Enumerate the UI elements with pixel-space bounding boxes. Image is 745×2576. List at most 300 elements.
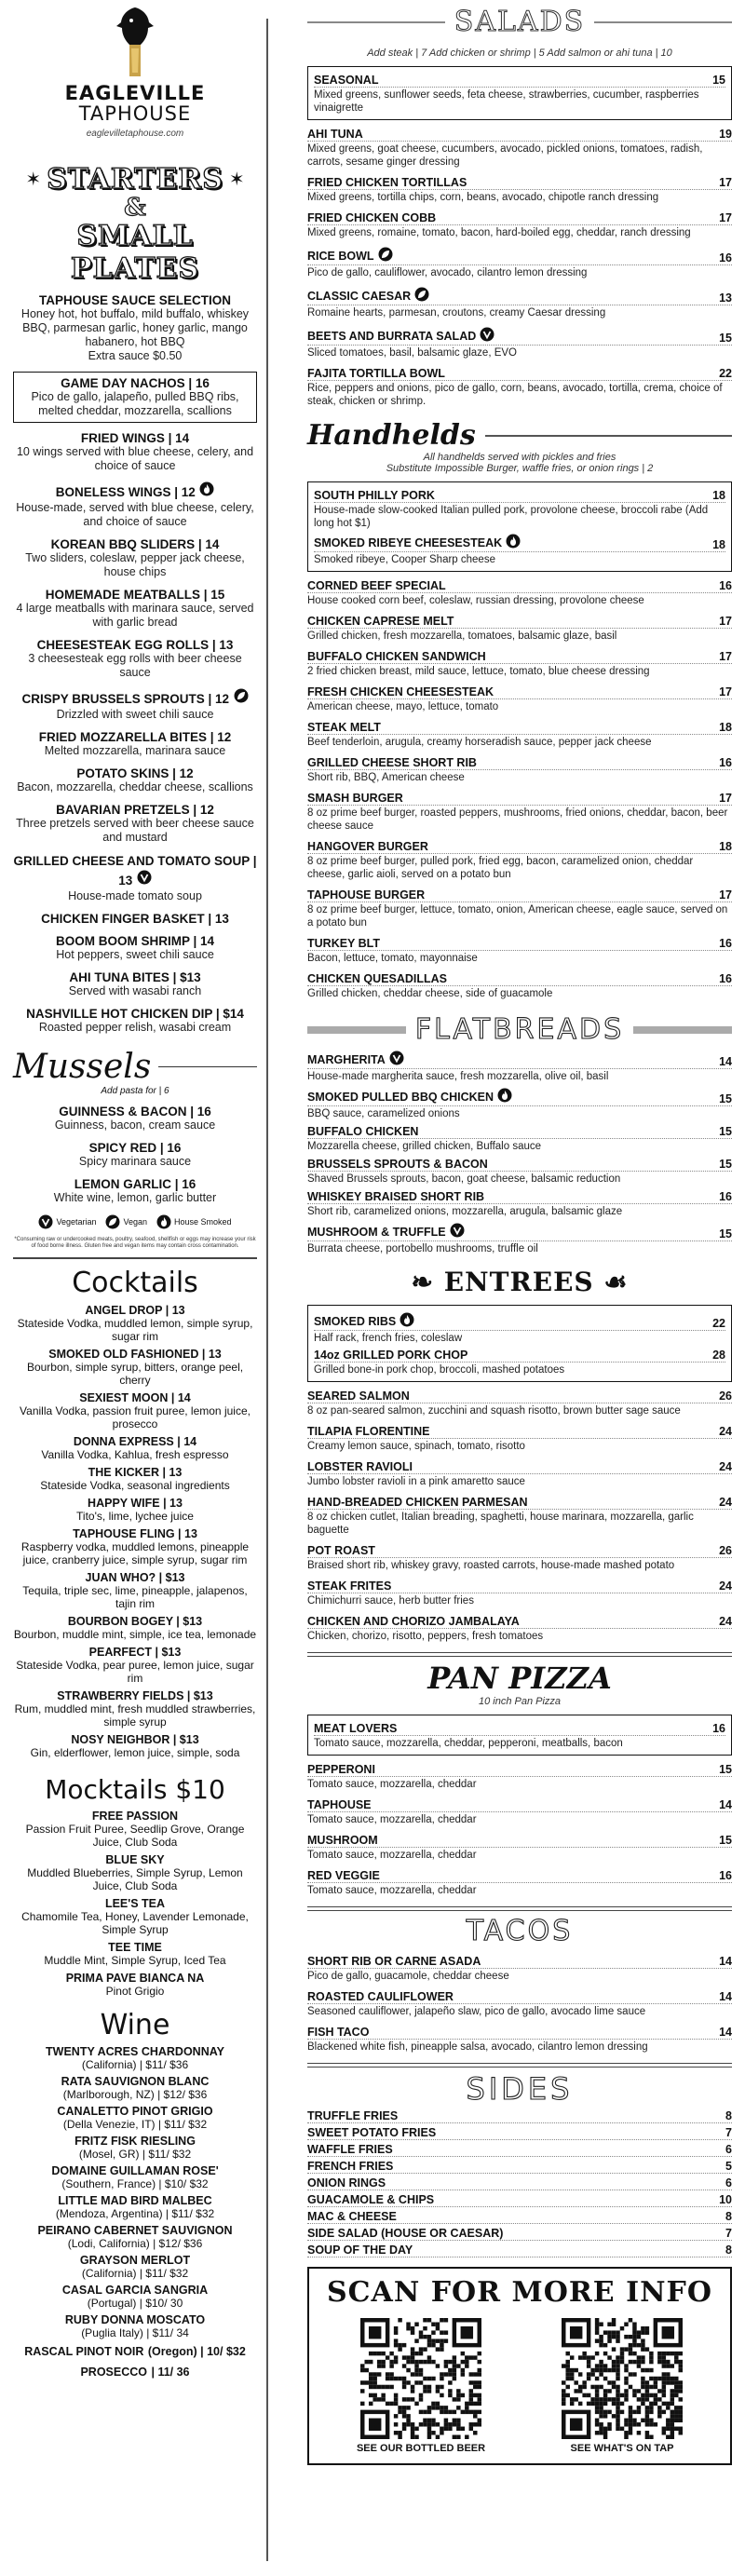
item-row [307, 2026, 732, 2040]
menu-item [13, 537, 257, 579]
item-name-text: SWEET POTATO FRIES [307, 2126, 437, 2139]
item-row [307, 685, 732, 699]
flatbreads-list [307, 1051, 732, 1255]
item-name-text: TAPHOUSE [307, 1798, 372, 1811]
menu-item [307, 176, 732, 204]
item-name: DONNA EXPRESS | 14 [73, 1435, 197, 1448]
item-price: 10 [719, 2193, 732, 2206]
item-name-text: ROASTED CAULIFLOWER [307, 1990, 454, 2003]
qr-bottled[interactable] [357, 2318, 485, 2454]
item-name-text: SHORT RIB OR CARNE ASADA [307, 1955, 481, 1968]
menu-item [13, 588, 257, 630]
item-name-text: AHI TUNA [307, 128, 363, 141]
item-row [307, 792, 732, 806]
diet-icon-wrap [414, 287, 429, 305]
item-name [307, 2160, 393, 2173]
wine-origin-price: (Mendoza, Argentina) | $11/ $32 [55, 2207, 215, 2220]
item-row [307, 650, 732, 664]
item-name: POTATO SKINS | 12 [76, 766, 194, 780]
item-desc: Rum, muddled mint, fresh muddled strawberries, simple syrup [14, 1702, 256, 1729]
section-rule [307, 2063, 732, 2068]
item-desc: BBQ sauce, caramelized onions [307, 1108, 460, 1119]
item-name: AHI TUNA BITES | $13 [69, 970, 201, 984]
wine-origin-price: (Portugal) | $10/ 30 [87, 2297, 183, 2310]
item-name [307, 1390, 410, 1403]
wine-item [13, 2343, 257, 2360]
item-name: LEE'S TEA [104, 1897, 166, 1910]
item-row [307, 1496, 732, 1510]
menu-item [307, 2026, 732, 2054]
diet-icon-wrap [196, 484, 214, 500]
item-name-text: TRUFFLE FRIES [307, 2109, 399, 2122]
menu-item [307, 2227, 732, 2241]
starters-list [13, 293, 257, 1035]
item-desc: Stateside Vodka, pear puree, lemon juice, sugar rim [16, 1659, 254, 1685]
menu-item [13, 766, 257, 794]
item-name [307, 1615, 520, 1628]
item-price: 15 [719, 1834, 732, 1847]
item-desc: Muddled Blueberries, Simple Syrup, Lemon Juice, Club Soda [27, 1866, 243, 1892]
item-name-text: FISH TACO [307, 2026, 370, 2039]
item-name [307, 1425, 429, 1438]
menu-item [314, 534, 725, 566]
heading-bar [633, 1026, 732, 1034]
menu-item [307, 650, 732, 678]
item-row [307, 2109, 732, 2123]
item-row [307, 972, 732, 986]
menu-item [307, 2126, 732, 2140]
item-row [307, 1158, 732, 1172]
item-row [307, 2143, 732, 2157]
item-name [307, 1990, 454, 2003]
item-price: 5 [725, 2160, 732, 2173]
qr-on-tap[interactable] [562, 2318, 683, 2454]
diet-icon-wrap [229, 691, 248, 707]
item-name-text: MUSHROOM [307, 1834, 378, 1847]
menu-item [13, 853, 257, 903]
item-desc: Raspberry vodka, muddled lemons, pineapple juice, cranberry juice, simple syrup, sugar rim [20, 1540, 250, 1566]
item-desc: Spicy marinara sauce [78, 1155, 192, 1168]
wine-name: PROSECCO [80, 2366, 148, 2379]
menu-item [307, 327, 732, 359]
menu-item [13, 1177, 257, 1205]
menu-item [13, 970, 257, 998]
wine-item [13, 2254, 257, 2280]
entrees-title: ENTREES [443, 1267, 594, 1297]
item-price: 18 [712, 538, 725, 551]
item-name-text: RICE BOWL [307, 249, 374, 263]
item-name: PEARFECT | $13 [88, 1646, 182, 1659]
handhelds-list [307, 579, 732, 1000]
item-desc: Seasoned cauliflower, jalapeño slaw, pico de gallo, avocado lime sauce [307, 2006, 646, 2017]
item-desc: Hot peppers, sweet chili sauce [56, 948, 214, 961]
item-desc: 10 wings served with blue cheese, celery, and choice of sauce [16, 445, 254, 472]
brand-name-line2: TAPHOUSE [78, 102, 192, 125]
item-name-text: CHICKEN CAPRESE MELT [307, 615, 454, 628]
item-desc: Tito's, lime, lychee juice [76, 1510, 194, 1523]
wine-name: LITTLE MAD BIRD MALBEC [58, 2194, 212, 2207]
item-name-text: MAC & CHEESE [307, 2210, 397, 2223]
menu-item [13, 431, 257, 473]
legend-vegan: Vegan [105, 1214, 147, 1229]
menu-item [307, 1763, 732, 1791]
item-name: BLUE SKY [105, 1853, 165, 1866]
item-desc: Stateside Vodka, muddled lemon, simple syrup, sugar rim [17, 1317, 253, 1343]
flourish-left-icon: ❧ [411, 1267, 434, 1297]
item-name [307, 756, 477, 769]
item-desc: Tomato sauce, mozzarella, cheddar [307, 1885, 477, 1896]
menu-item [13, 1941, 257, 1967]
section-rule [307, 1652, 732, 1657]
item-name [307, 2176, 386, 2190]
entrees-list [307, 1390, 732, 1643]
eagle-logo-icon [109, 6, 161, 78]
item-desc: House-made, served with blue cheese, celery, and choice of sauce [16, 501, 254, 528]
wine-origin-price: (Lodi, California) | $12/ $36 [67, 2237, 203, 2250]
item-desc: Beef tenderloin, arugula, creamy horseradish sauce, pepper jack cheese [307, 737, 652, 748]
pizza-list [307, 1763, 732, 1897]
star-icon: ✶ [25, 169, 42, 190]
item-price: 22 [719, 367, 732, 380]
item-desc: 8 oz chicken cutlet, Italian breading, spaghetti, house marinara, mozzarella, garlic baguette [307, 1512, 694, 1536]
menu-item [13, 803, 257, 845]
qr-on-tap-label: SEE WHAT'S ON TAP [570, 2443, 674, 2454]
vegan-leaf-icon [378, 247, 393, 262]
item-price: 7 [725, 2126, 732, 2139]
qr-code-icon[interactable] [562, 2318, 683, 2439]
item-price: 7 [725, 2227, 732, 2240]
item-name [307, 2109, 398, 2122]
handhelds-note1: All handhelds served with pickles and fries [423, 452, 616, 463]
item-desc: House cooked corn beef, coleslaw, russian dressing, provolone cheese [307, 595, 644, 606]
item-name [314, 1722, 397, 1735]
menu-item [307, 2109, 732, 2123]
item-desc: Tomato sauce, mozzarella, cheddar [307, 1850, 477, 1861]
wine-list [13, 2045, 257, 2380]
item-desc: Chimichurri sauce, herb butter fries [307, 1595, 474, 1607]
item-name: FRIED WINGS | 14 [80, 431, 190, 445]
item-desc: 8 oz prime beef burger, pulled pork, fried egg, bacon, caramelized onion, cheddar cheese, garlic aioli, served on a potato bun [307, 856, 694, 880]
item-price: 16 [719, 1190, 732, 1203]
item-name [307, 1460, 413, 1473]
item-price: 14 [719, 1955, 732, 1968]
wine-name: RUBY DONNA MOSCATO [64, 2313, 206, 2326]
menu-item [13, 730, 257, 758]
menu-item [307, 2176, 732, 2190]
item-price: 26 [719, 1390, 732, 1403]
item-name [307, 615, 454, 628]
item-price: 8 [725, 2210, 732, 2223]
item-row [307, 579, 732, 593]
menu-item [13, 688, 257, 722]
item-desc: Mixed greens, romaine, tomato, bacon, hard-boiled egg, cheddar, ranch dressing [307, 227, 691, 238]
wine-name: RASCAL PINOT NOIR [24, 2345, 144, 2358]
item-desc: Tomato sauce, mozzarella, cheddar [307, 1814, 477, 1825]
wine-item [13, 2045, 257, 2071]
item-name-text: BUFFALO CHICKEN [307, 1125, 419, 1138]
wine-item [13, 2364, 257, 2380]
item-desc: Muddle Mint, Simple Syrup, Iced Tea [44, 1954, 226, 1967]
item-name-text: 14oz GRILLED PORK CHOP [314, 1349, 468, 1362]
wine-name: CASAL GARCIA SANGRIA [61, 2284, 209, 2297]
qr-code-icon[interactable] [360, 2318, 481, 2439]
item-row [307, 2227, 732, 2241]
diet-icon-wrap [400, 1312, 414, 1330]
item-name-text: CORNED BEEF SPECIAL [307, 579, 446, 592]
item-name [307, 888, 425, 902]
menu-item [307, 367, 732, 408]
menu-item [13, 1141, 257, 1169]
entrees-featured-box [307, 1305, 732, 1382]
diet-icon-wrap [506, 534, 521, 551]
item-desc: 3 cheesesteak egg rolls with beer cheese sauce [28, 652, 242, 679]
item-name [307, 579, 446, 592]
item-desc: House-made margherita sauce, fresh mozzarella, olive oil, basil [307, 1071, 609, 1082]
item-row [314, 489, 725, 503]
menu-item [307, 1834, 732, 1862]
item-name-text: STEAK FRITES [307, 1579, 392, 1593]
item-desc: Half rack, french fries, coleslaw [314, 1333, 463, 1344]
menu-item [307, 1088, 732, 1120]
item-desc: American cheese, mayo, lettuce, tomato [307, 701, 499, 712]
item-name: CHEESESTEAK EGG ROLLS | 13 [36, 638, 234, 652]
scan-box [307, 2267, 732, 2465]
raw-food-disclaimer: *Consuming raw or undercooked meats, poultry, seafood, shellfish or eggs may increase your risk of food borne illness. Gluten free and vegan items may contain cross contamination. [14, 1237, 256, 1249]
item-name [307, 2227, 503, 2240]
item-row [307, 2193, 732, 2207]
section-rule [13, 1257, 257, 1259]
item-name [307, 1051, 404, 1068]
item-name-text: BRUSSELS SPROUTS & BACON [307, 1158, 488, 1171]
flatbreads-title: FLATBREADS [414, 1013, 625, 1046]
item-desc: Rice, peppers and onions, pico de gallo, corn, beans, avocado, tortilla, crema, choice of steak, chicken or shrimp. [307, 383, 723, 407]
item-name [307, 1579, 391, 1593]
wine-item [13, 2105, 257, 2131]
item-desc: Drizzled with sweet chili sauce [56, 708, 214, 721]
item-name: NASHVILLE HOT CHICKEN DIP | $14 [26, 1007, 244, 1021]
item-desc: Burrata cheese, portobello mushrooms, truffle oil [307, 1243, 538, 1254]
item-price: 15 [719, 1158, 732, 1171]
wine-name: DOMAINE GUILLAMAN ROSE' [51, 2164, 219, 2177]
item-price: 14 [719, 2026, 732, 2039]
legend-smoked: House Smoked [156, 1214, 232, 1229]
item-price: 28 [712, 1349, 725, 1362]
item-price: 17 [719, 792, 732, 805]
item-name-text: GUACAMOLE & CHIPS [307, 2193, 435, 2206]
item-name-text: CHICKEN QUESADILLAS [307, 972, 448, 985]
starters-title-amp: & [124, 194, 146, 222]
item-name-text: HANGOVER BURGER [307, 840, 428, 853]
item-price: 16 [719, 251, 732, 264]
item-name-text: GRILLED CHEESE SHORT RIB [307, 756, 477, 769]
item-name [307, 792, 403, 805]
menu-item [13, 1853, 257, 1892]
wine-name: PEIRANO CABERNET SAUVIGNON [37, 2224, 233, 2237]
item-desc: Chamomile Tea, Honey, Lavender Lemonade, Simple Syrup [21, 1910, 249, 1936]
item-desc: Mixed greens, goat cheese, cucumbers, avocado, pickled onions, tomatoes, radish, carrots, sesame ginger dressing [307, 143, 703, 168]
item-name: STRAWBERRY FIELDS | $13 [57, 1689, 213, 1702]
item-name [307, 1125, 418, 1138]
item-desc: Short rib, caramelized onions, mozzarella, arugula, balsamic glaze [307, 1206, 623, 1217]
handhelds-note2: Substitute Impossible Burger, waffle fries, or onion rings | 2 [386, 463, 654, 474]
mocktails-list [13, 1810, 257, 1998]
heading-rule [307, 21, 445, 23]
item-name-text: SEASONAL [314, 74, 379, 87]
website-url[interactable]: eaglevilletaphouse.com [86, 129, 184, 139]
menu-item [314, 1312, 725, 1345]
menu-item [307, 1496, 732, 1537]
item-name-text: SOUP OF THE DAY [307, 2244, 413, 2257]
item-name [307, 2210, 397, 2223]
item-row [307, 888, 732, 902]
flatbreads-heading [307, 1013, 732, 1046]
item-name-text: FRIED CHICKEN COBB [307, 211, 437, 224]
vegetarian-icon [450, 1223, 465, 1238]
column-divider [266, 19, 268, 2561]
item-price: 15 [719, 1763, 732, 1776]
item-row [307, 2176, 732, 2190]
item-name-text: MARGHERITA [307, 1052, 386, 1066]
starters-title-line1: STARTERS [47, 163, 224, 196]
menu-item [13, 1007, 257, 1035]
item-name [307, 2026, 369, 2039]
wine-name: GRAYSON MERLOT [79, 2254, 191, 2267]
menu-item [307, 840, 732, 881]
menu-item [307, 2143, 732, 2157]
item-name: FREE PASSION [91, 1810, 179, 1823]
pizza-title: PAN PIZZA [427, 1661, 612, 1696]
item-name [307, 1496, 528, 1509]
item-name [307, 247, 393, 264]
item-price: 16 [719, 937, 732, 950]
item-row [307, 1051, 732, 1069]
flame-icon [199, 481, 214, 496]
menu-item [13, 1435, 257, 1461]
item-name: SPICY RED | 16 [88, 1141, 182, 1155]
item-name-text: BEETS AND BURRATA SALAD [307, 329, 477, 343]
menu-item [307, 1390, 732, 1417]
tacos-title: TACOS [466, 1915, 574, 1947]
item-name: HAPPY WIFE | 13 [88, 1497, 183, 1510]
qr-bottled-label: SEE OUR BOTTLED BEER [356, 2443, 486, 2454]
menu-item [13, 293, 257, 363]
item-name [307, 327, 494, 345]
item-name [307, 128, 363, 141]
heading-rule [485, 435, 732, 437]
starters-title-line2: SMALL PLATES [70, 220, 200, 285]
item-name: GUINNESS & BACON | 16 [59, 1105, 211, 1119]
item-desc: 4 large meatballs with marinara sauce, served with garlic bread [16, 602, 254, 629]
item-row [307, 128, 732, 142]
item-name-text: HAND-BREADED CHICKEN PARMESAN [307, 1496, 528, 1509]
item-desc: Grilled bone-in pork chop, broccoli, mashed potatoes [314, 1364, 565, 1376]
item-name [307, 650, 486, 663]
item-price: 26 [719, 1544, 732, 1557]
cocktails-title: Cocktails [72, 1267, 198, 1299]
item-name [307, 2244, 413, 2257]
menu-item [13, 934, 257, 962]
item-name-text: FAJITA TORTILLA BOWL [307, 367, 445, 380]
item-desc: 8 oz prime beef burger, roasted peppers, mushrooms, fried onions, cheddar, bacon, beer cheese sauce [307, 807, 728, 832]
item-name-text: ONION RINGS [307, 2176, 386, 2190]
item-name-text: POT ROAST [307, 1544, 375, 1557]
item-row [307, 2210, 732, 2224]
item-desc: White wine, lemon, garlic butter [53, 1191, 217, 1204]
diet-legend [13, 1214, 257, 1229]
diet-icon-wrap [497, 1088, 512, 1105]
menu-item [314, 74, 725, 115]
menu-item [13, 1810, 257, 1849]
item-name [307, 1223, 465, 1241]
item-desc: Served with wasabi ranch [68, 984, 202, 997]
vegan-leaf-icon [414, 287, 429, 302]
cocktails-list [13, 1304, 257, 1759]
item-desc: Stateside Vodka, seasonal ingredients [40, 1479, 230, 1492]
wine-item [13, 2164, 257, 2190]
item-name [307, 1158, 488, 1171]
item-price: 8 [725, 2244, 732, 2257]
item-price: 16 [719, 579, 732, 592]
item-name [314, 534, 521, 551]
menu-item [13, 481, 257, 529]
item-desc: Three pretzels served with beer cheese sauce and mustard [16, 817, 254, 844]
wine-origin-price: (Mosel, GR) | $11/ $32 [78, 2148, 192, 2161]
item-name: LEMON GARLIC | 16 [74, 1177, 196, 1191]
item-price: 24 [719, 1579, 732, 1593]
item-name [307, 367, 445, 380]
item-desc: 8 oz prime beef burger, lettuce, tomato, onion, American cheese, eagle sauce, served on a potato bun [307, 904, 728, 929]
wine-title: Wine [100, 2009, 170, 2041]
item-price: 18 [712, 489, 725, 502]
item-row [314, 1722, 725, 1736]
diet-icon-wrap [378, 247, 393, 264]
menu-item [13, 1348, 257, 1387]
item-desc: Mixed greens, tortilla chips, corn, beans, avocado, chipotle ranch dressing [307, 192, 659, 203]
sides-title: SIDES [466, 2071, 574, 2107]
item-desc: Creamy lemon sauce, spinach, tomato, risotto [307, 1441, 525, 1452]
menu-item [307, 1615, 732, 1643]
item-row [307, 1190, 732, 1204]
menu-item [307, 128, 732, 169]
item-name: TEE TIME [108, 1941, 162, 1954]
menu-item [307, 972, 732, 1000]
item-name [307, 211, 436, 224]
menu-item [307, 1425, 732, 1453]
item-name [314, 1312, 414, 1330]
wine-item [13, 2313, 257, 2339]
item-price: 24 [719, 1615, 732, 1628]
item-name [307, 721, 381, 734]
item-name-text: TURKEY BLT [307, 937, 381, 950]
item-price: 15 [719, 1227, 732, 1241]
item-name [307, 685, 494, 698]
item-row [307, 1990, 732, 2004]
item-price: 18 [719, 840, 732, 853]
right-column [307, 0, 732, 2465]
menu-item [307, 287, 732, 319]
menu-item [13, 1391, 257, 1430]
item-row [307, 2244, 732, 2257]
item-name: GAME DAY NACHOS | 16 [61, 376, 210, 390]
item-name: GRILLED CHEESE AND TOMATO SOUP | 13 [13, 854, 257, 888]
item-name-text: SMASH BURGER [307, 792, 403, 805]
flame-icon [156, 1214, 171, 1229]
item-name [307, 937, 380, 950]
item-name [307, 176, 467, 189]
item-name-text: CHICKEN AND CHORIZO JAMBALAYA [307, 1615, 520, 1628]
wine-origin-price: (Puglia Italy) | $11/ 34 [81, 2326, 189, 2339]
item-price: 6 [725, 2176, 732, 2190]
